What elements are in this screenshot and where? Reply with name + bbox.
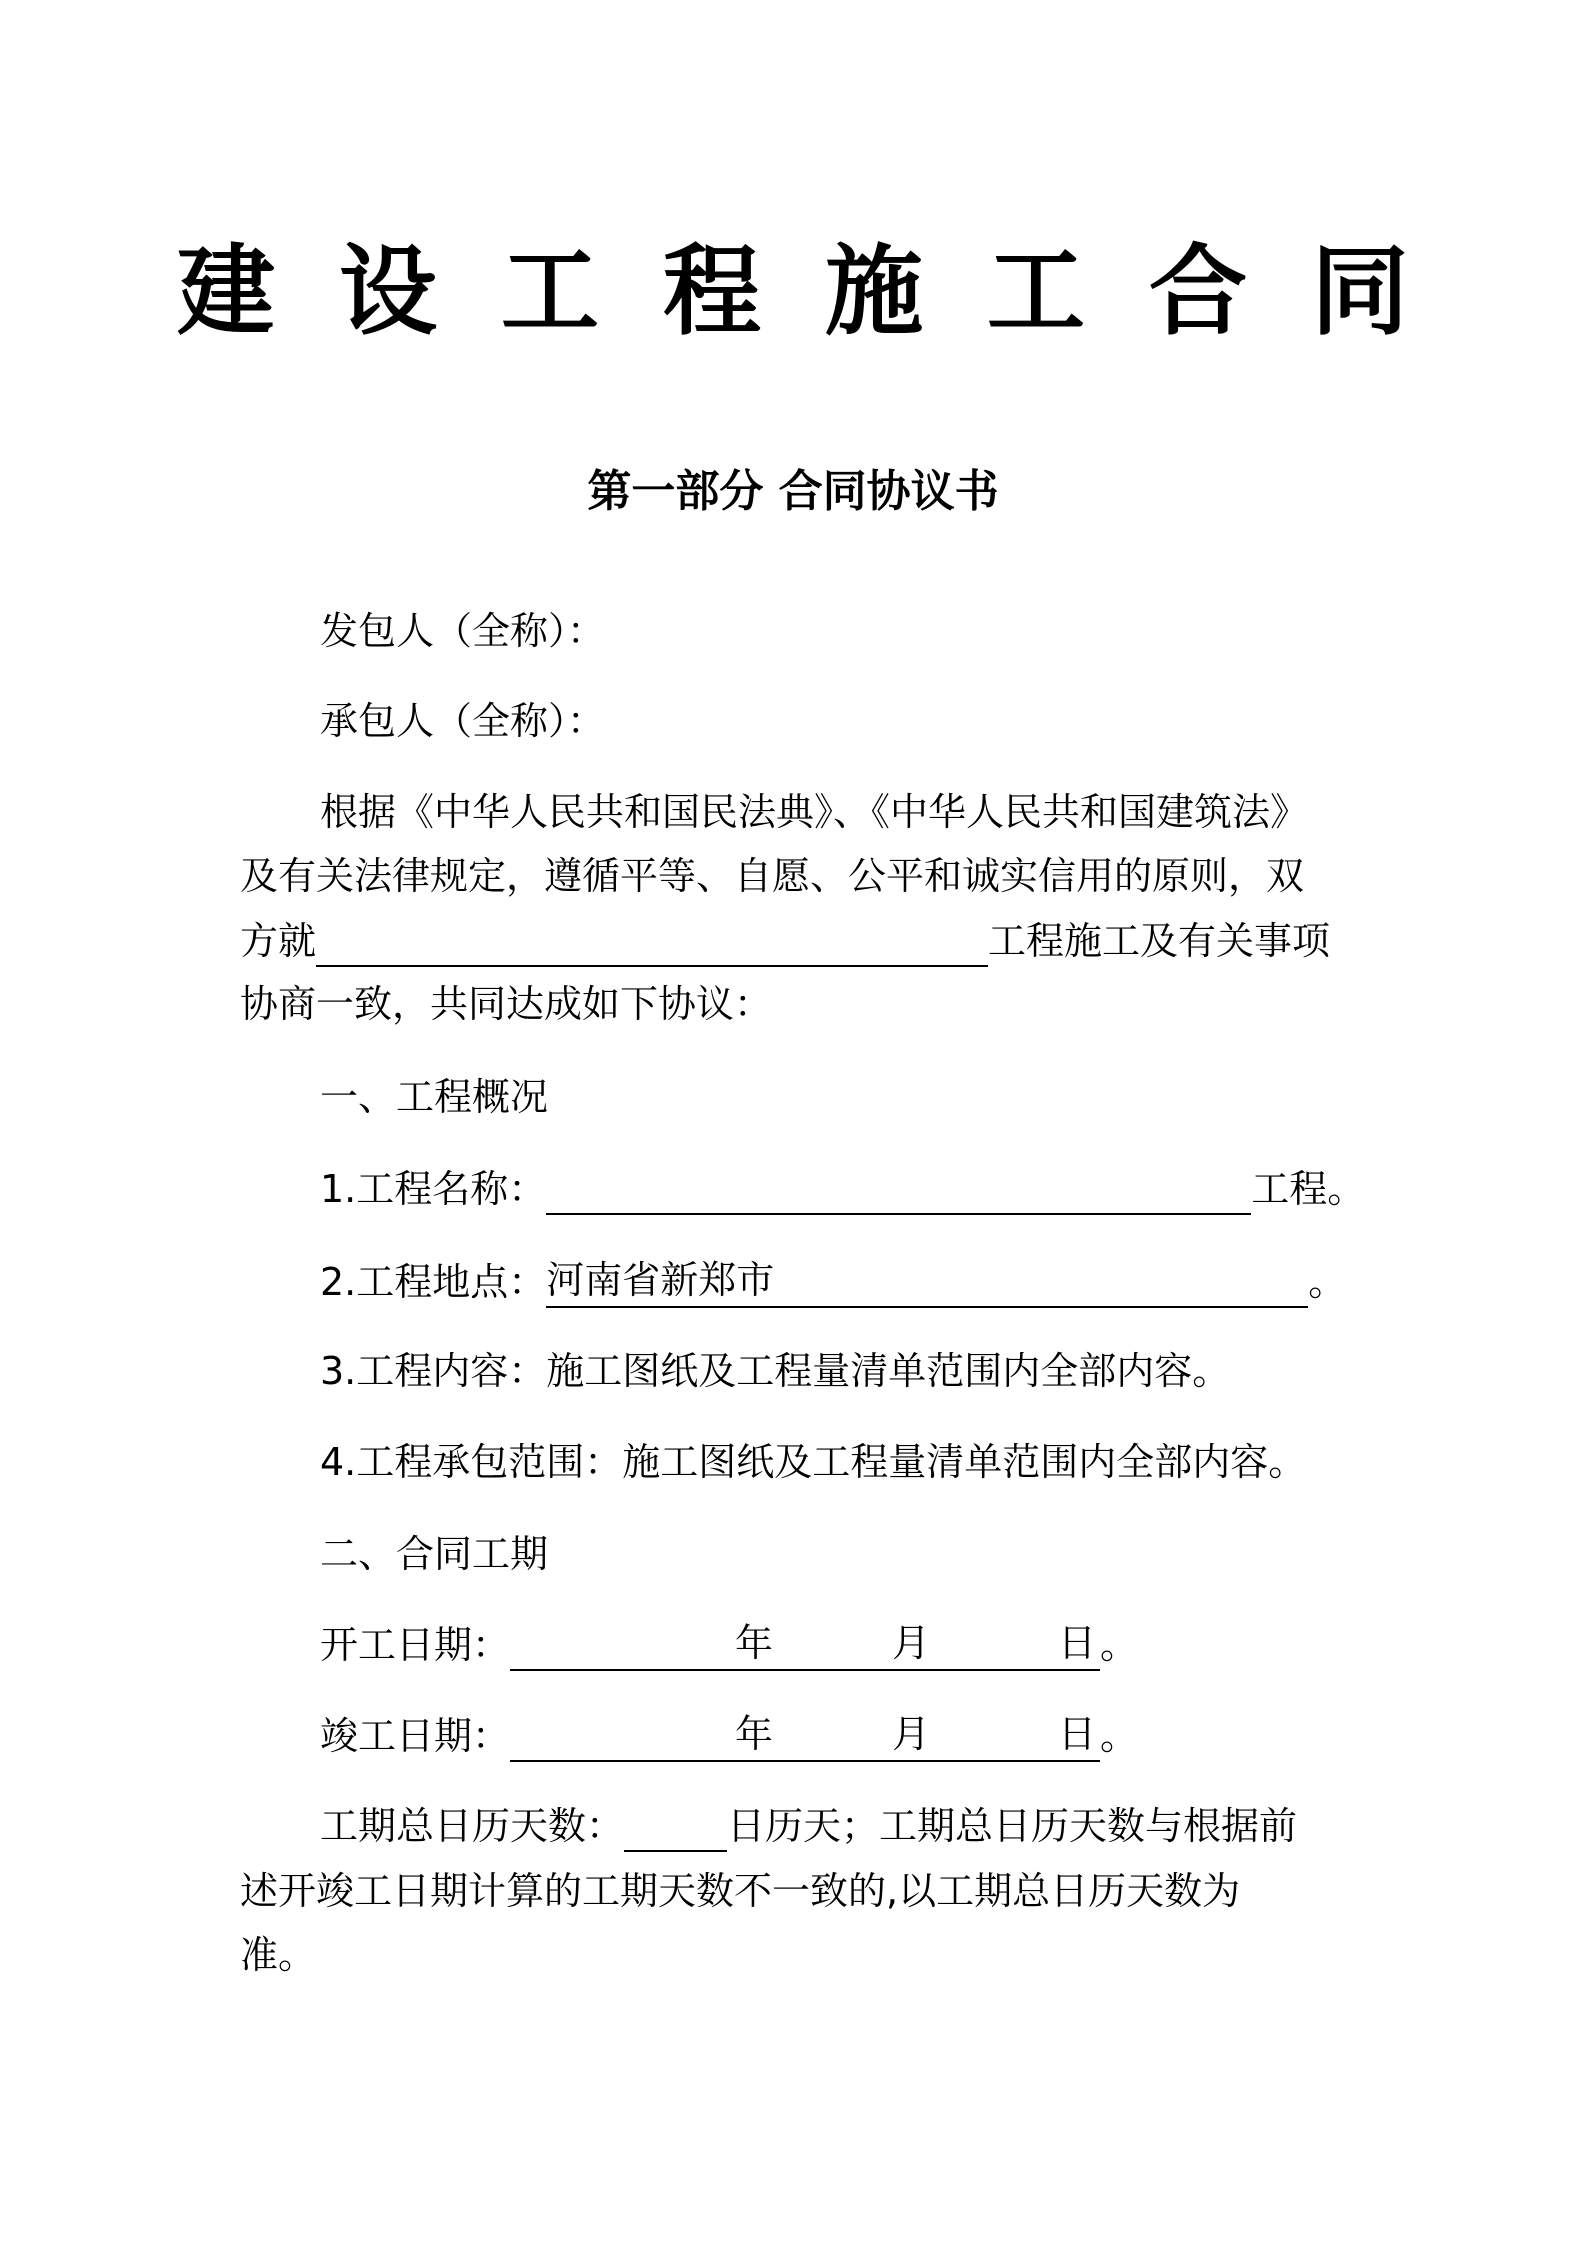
intro-line-3-post: 工程施工及有关事项 bbox=[988, 919, 1331, 963]
intro-line-3 bbox=[240, 915, 1330, 967]
start-date-field[interactable] bbox=[510, 1617, 1100, 1671]
project-location-label: 2.工程地点： bbox=[320, 1260, 547, 1304]
end-year-label: 年 bbox=[735, 1712, 774, 1756]
total-days-line-2: 述开竣工日期计算的工期天数不一致的,以工期总日历天数为 bbox=[240, 1869, 1241, 1913]
intro-line-1: 根据《中华人民共和国民法典》、《中华人民共和国建筑法》 bbox=[320, 790, 1309, 834]
project-name-line bbox=[320, 1163, 1365, 1215]
start-month-label: 月 bbox=[892, 1621, 931, 1665]
project-content-line: 3.工程内容：施工图纸及工程量清单范围内全部内容。 bbox=[320, 1349, 1231, 1393]
start-day-label: 日 bbox=[1058, 1621, 1097, 1665]
project-location-field[interactable] bbox=[546, 1254, 1308, 1308]
intro-line-3-pre: 方就 bbox=[240, 919, 317, 963]
end-month-label: 月 bbox=[892, 1712, 931, 1756]
end-day-label: 日 bbox=[1058, 1712, 1097, 1756]
project-location-line bbox=[320, 1254, 1346, 1308]
intro-line-4: 协商一致，共同达成如下协议： bbox=[240, 982, 773, 1026]
start-year-label: 年 bbox=[735, 1621, 774, 1665]
project-location-suffix: 。 bbox=[1308, 1260, 1347, 1304]
total-days-post: 日历天；工期总日历天数与根据前 bbox=[727, 1804, 1298, 1848]
start-date-label: 开工日期： bbox=[320, 1623, 511, 1667]
section-2-heading: 二、合同工期 bbox=[320, 1532, 549, 1576]
part-one-heading: 第一部分 合同协议书 bbox=[587, 466, 999, 517]
employer-label: 发包人（全称）： bbox=[320, 609, 606, 653]
project-scope-line: 4.工程承包范围：施工图纸及工程量清单范围内全部内容。 bbox=[320, 1440, 1307, 1484]
project-name-suffix: 工程。 bbox=[1251, 1167, 1366, 1211]
document-title: 建设工程施工合同 bbox=[176, 235, 1473, 349]
total-days-line-1 bbox=[320, 1800, 1297, 1852]
section-1-heading: 一、工程概况 bbox=[320, 1075, 549, 1119]
total-days-field[interactable] bbox=[624, 1802, 727, 1852]
project-name-blank[interactable] bbox=[316, 917, 988, 967]
project-name-field[interactable] bbox=[546, 1165, 1251, 1215]
start-date-period: 。 bbox=[1100, 1623, 1139, 1667]
end-date-line bbox=[320, 1708, 1138, 1762]
project-location-value: 河南省新郑市 bbox=[546, 1258, 775, 1302]
end-date-label: 竣工日期： bbox=[320, 1714, 511, 1758]
employer-line bbox=[320, 605, 605, 657]
contractor-label: 承包人（全称）： bbox=[320, 699, 606, 743]
project-name-label: 1.工程名称： bbox=[320, 1167, 547, 1211]
start-date-line bbox=[320, 1617, 1138, 1671]
end-date-field[interactable] bbox=[510, 1708, 1100, 1762]
end-date-period: 。 bbox=[1100, 1714, 1139, 1758]
intro-line-2: 及有关法律规定，遵循平等、自愿、公平和诚实信用的原则，双 bbox=[240, 854, 1305, 898]
total-days-label: 工期总日历天数： bbox=[320, 1804, 625, 1848]
contractor-line bbox=[320, 695, 605, 747]
total-days-line-3: 准。 bbox=[240, 1933, 317, 1977]
